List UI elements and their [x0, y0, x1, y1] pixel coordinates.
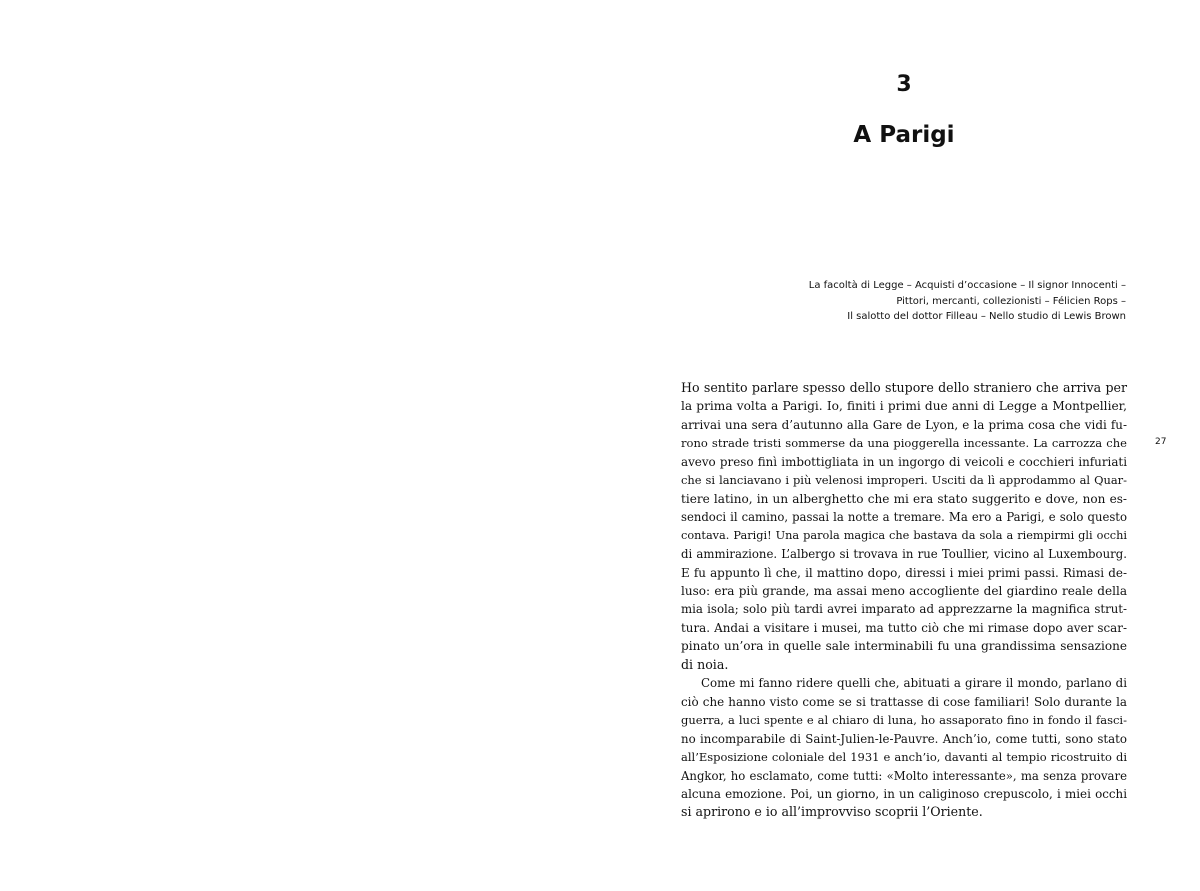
text-line: contava. Parigi! Una parola magica che bastava da sola a riempirmi gli occhi [681, 528, 1127, 542]
summary-line: Pittori, mercanti, collezionisti – Félicien Rops – [896, 295, 1126, 307]
summary-line: La facoltà di Legge – Acquisti d’occasione – Il signor Innocenti – [808, 280, 1126, 291]
text-line: Angkor, ho esclamato, come tutti: «Molto interessante», ma senza provare [681, 768, 1127, 783]
text-line: all’Esposizione coloniale del 1931 e anch’io, davanti al tempio ricostruito di [681, 750, 1127, 765]
text-line: avevo preso finì imbottigliata in un ingorgo di veicoli e cocchieri infuriati [681, 454, 1127, 469]
text-line: E fu appunto lì che, il mattino dopo, diressi i miei primi passi. Rimasi de- [681, 565, 1127, 580]
chapter-title: A Parigi [853, 122, 955, 148]
text-line: guerra, a luci spente e al chiaro di luna, ho assaporato fino in fondo il fasci- [681, 713, 1127, 728]
text-line: mia isola; solo più tardi avrei imparato ad apprezzarne la magnifica strut- [681, 602, 1127, 617]
text-line: sendoci il camino, passai la notte a tremare. Ma ero a Parigi, e solo questo [681, 510, 1127, 525]
chapter-summary [766, 278, 1126, 325]
text-line: no incomparabile di Saint-Julien-le-Pauvre. Anch’io, come tutti, sono stato [681, 731, 1127, 746]
text-line: tiere latino, in un alberghetto che mi era stato suggerito e dove, non es- [681, 491, 1127, 506]
text-line: arrivai una sera d’autunno alla Gare de Lyon, e la prima cosa che vidi fu- [681, 417, 1127, 432]
text-line: di ammirazione. L’albergo si trovava in rue Toullier, vicino al Luxembourg. [681, 547, 1127, 562]
text-line: Ho sentito parlare spesso dello stupore dello straniero che arriva per [681, 380, 1127, 395]
summary-line: Il salotto del dottor Filleau – Nello studio di Lewis Brown [847, 311, 1126, 322]
text-line: ciò che hanno visto come se si trattasse di cose familiari! Solo durante la [681, 694, 1127, 709]
text-line: pinato un’ora in quelle sale interminabili fu una grandissima sensazione [681, 639, 1127, 654]
text-line: di noia. [681, 656, 729, 672]
text-line: che si lanciavano i più velenosi improperi. Usciti da lì approdammo al Quar- [681, 473, 1127, 488]
chapter-number: 3 [896, 72, 912, 97]
right-page [600, 0, 1200, 891]
text-line: la prima volta a Parigi. Io, finiti i primi due anni di Legge a Montpellier, [681, 399, 1127, 414]
text-line: rono strade tristi sommerse da una pioggerella incessante. La carrozza che [681, 436, 1127, 451]
text-line: si aprirono e io all’improvviso scoprii l’Oriente. [681, 804, 983, 820]
text-line: tura. Andai a visitare i musei, ma tutto ciò che mi rimase dopo aver scar- [681, 620, 1127, 635]
text-line: luso: era più grande, ma assai meno accogliente del giardino reale della [681, 583, 1127, 598]
page-number: 27 [1155, 437, 1167, 447]
text-line: Come mi fanno ridere quelli che, abituati a girare il mondo, parlano di [701, 676, 1127, 691]
body-text [681, 379, 1127, 822]
text-line: alcuna emozione. Poi, un giorno, in un caliginoso crepuscolo, i miei occhi [681, 786, 1127, 801]
